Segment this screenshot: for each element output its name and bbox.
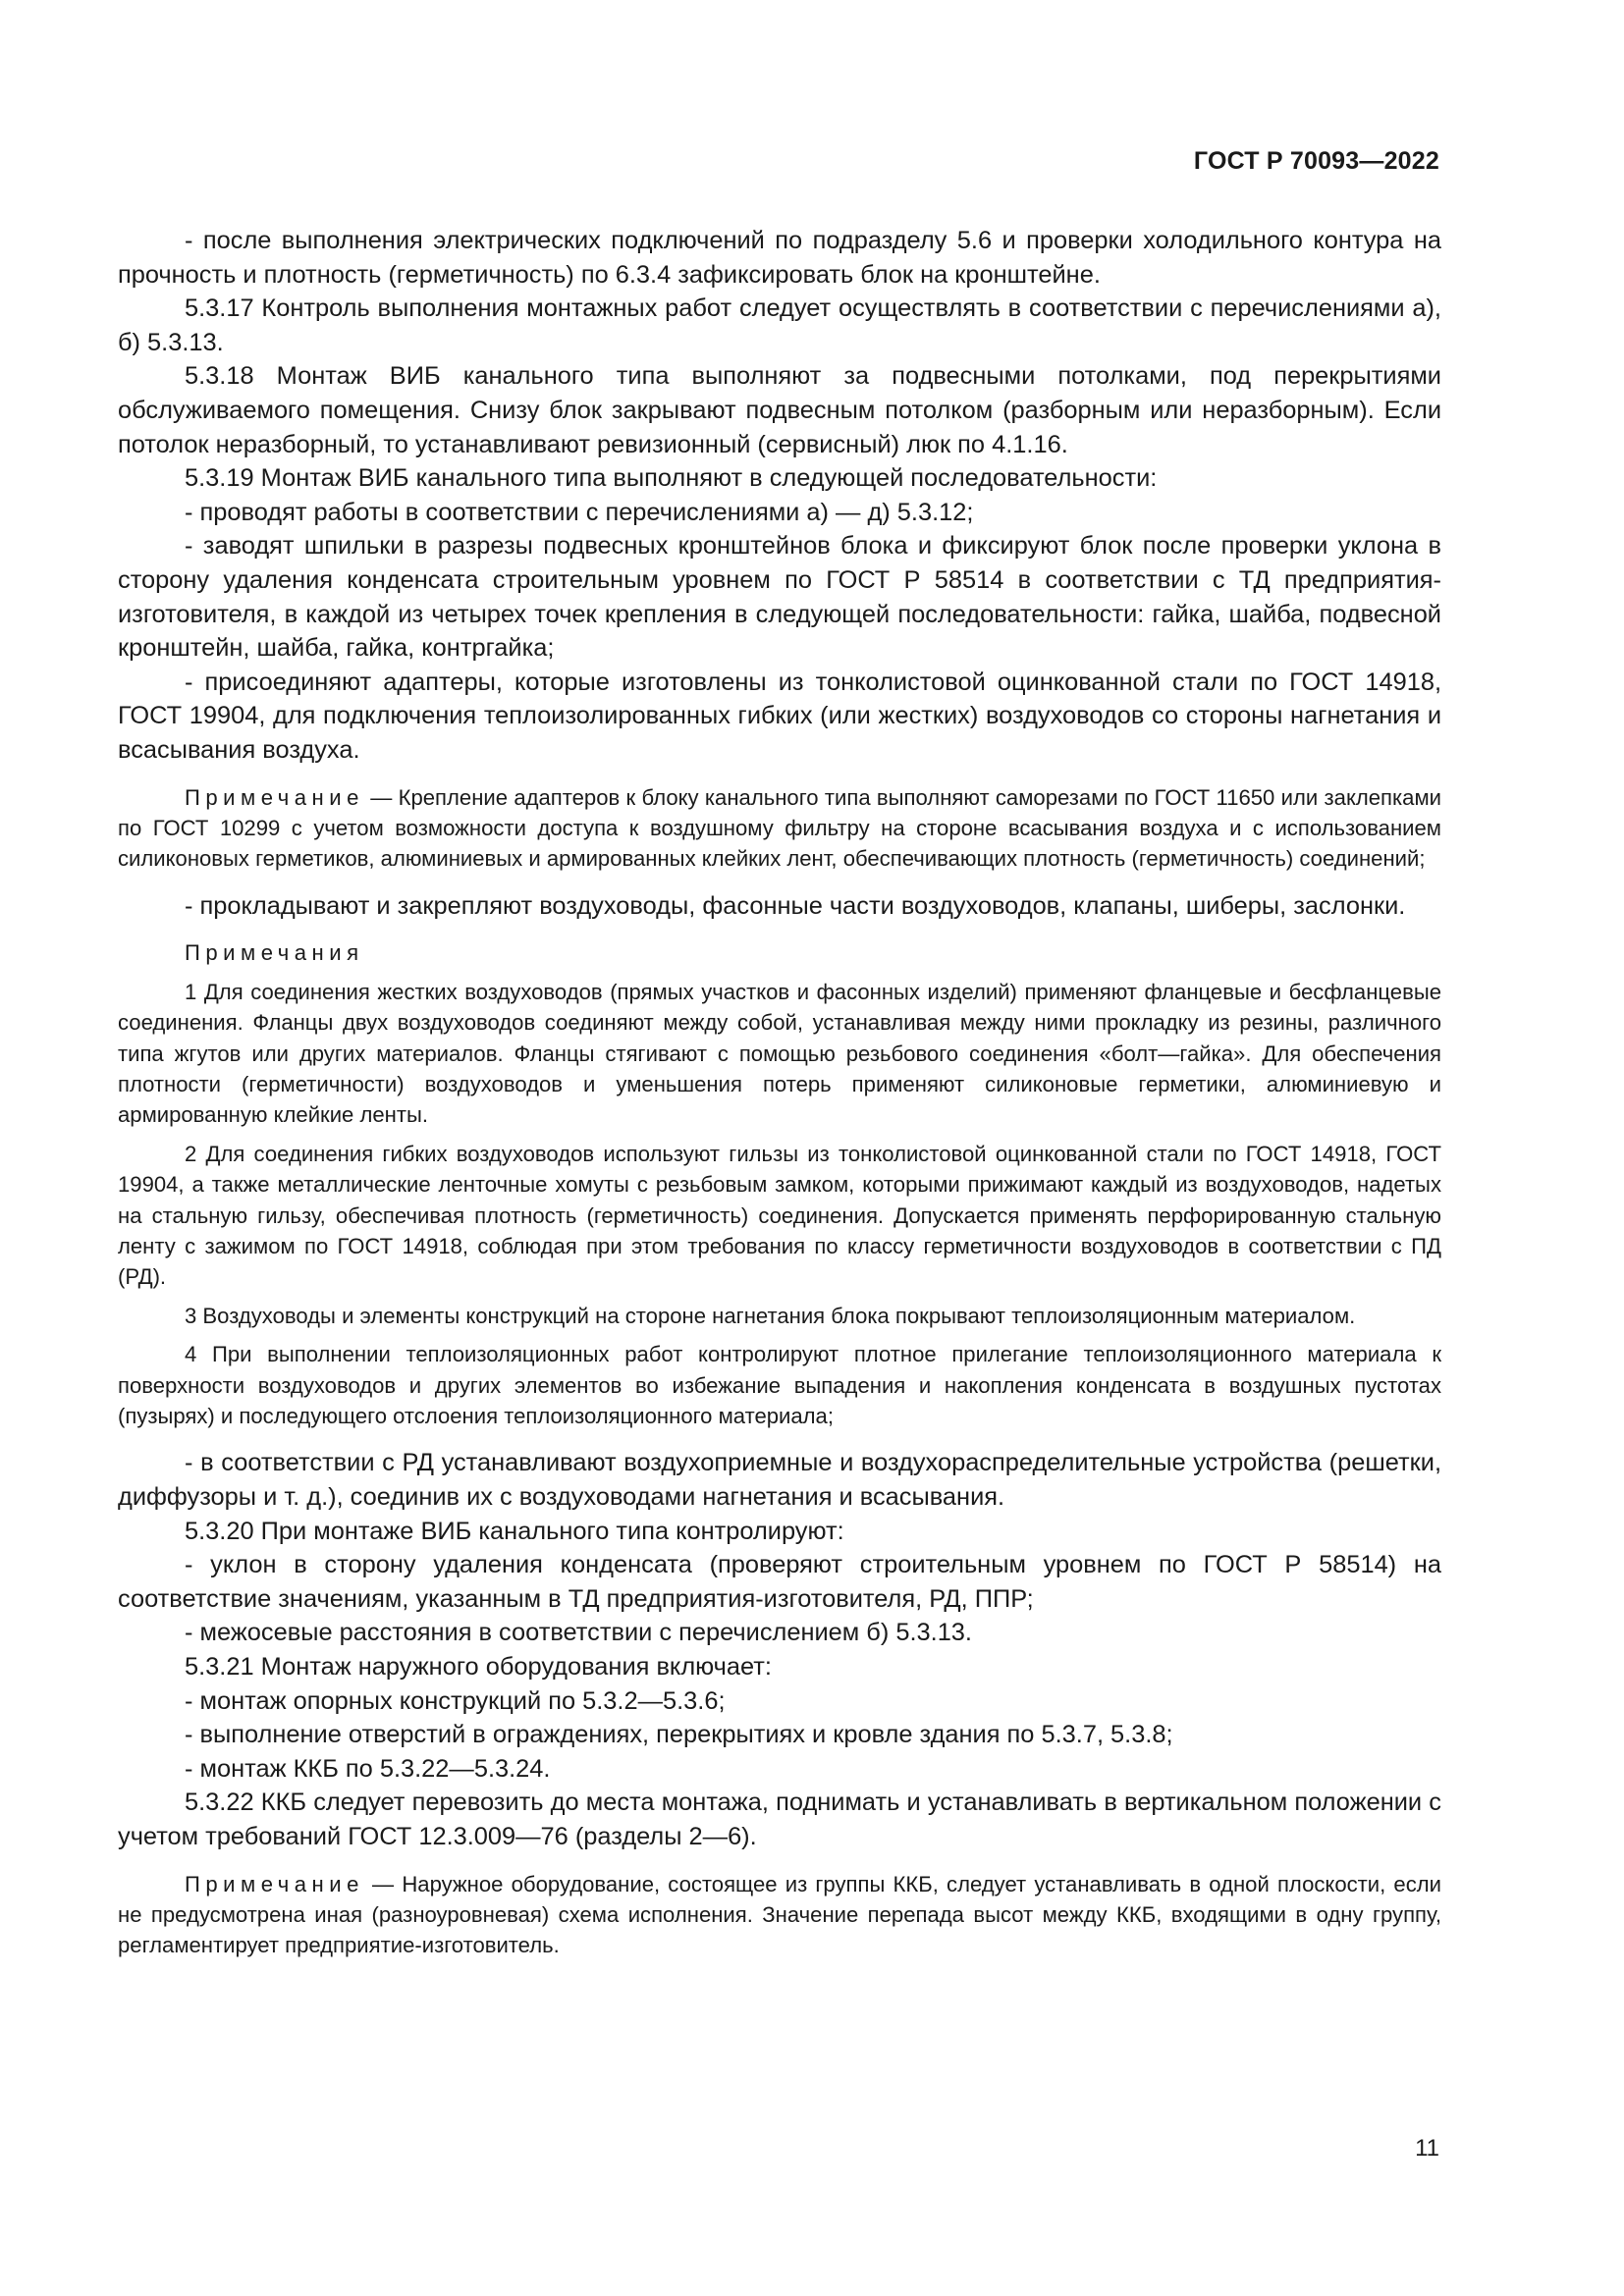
paragraph: 5.3.20 При монтаже ВИБ канального типа контролируют: <box>185 1517 844 1545</box>
page-number: 11 <box>1415 2135 1439 2162</box>
list-item: - монтаж ККБ по 5.3.22—5.3.24. <box>185 1754 551 1783</box>
paragraph: 5.3.21 Монтаж наружного оборудования включает: <box>185 1652 772 1681</box>
note-item: 3 Воздуховоды и элементы конструкций на стороне нагнетания блока покрывают теплоизоляционным материалом. <box>185 1303 1356 1328</box>
note-item: 2 Для соединения гибких воздуховодов используют гильзы из тонколистовой оцинкованной стали по ГОСТ 14918, ГОСТ 19904, а также металлические ленточные хомуты с резьбовым замком, которыми прижимают каждый из воздуховодов, надетых на стальную гильзу, обеспечивая плотность (герметичность) соединения. Допускается применять перфорированную стальную ленту с зажимом по ГОСТ 14918, соблюдая при этом требования по классу герметичности воздуховодов в соответствии с ПД (РД). <box>118 1141 1441 1290</box>
note-text: — Крепление адаптеров к блоку канального типа выполняют саморезами по ГОСТ 11650 или заклепками по ГОСТ 10299 с учетом возможности доступа к воздушному фильтру на стороне всасывания воздуха и с использованием силиконовых герметиков, алюминиевых и армированных клейких лент, обеспечивающих плотность (герметичность) соединений; <box>118 784 1441 872</box>
note-outdoor-units <box>118 1869 1441 1961</box>
page-body <box>118 224 1441 1976</box>
note-item: 1 Для соединения жестких воздуховодов (прямых участков и фасонных изделий) применяют фланцевые и бесфланцевые соединения. Фланцы двух воздуховодов соединяют между собой, устанавливая между ними прокладку из резины, различного типа жгутов или других материалов. Фланцы стягивают с помощью резьбового соединения «болт—гайка». Для обеспечения плотности (герметичности) воздуховодов и уменьшения потерь применяют силиконовые герметики, алюминиевую и армированную клейкие ленты. <box>118 979 1441 1128</box>
list-item: - в соответствии с РД устанавливают воздухоприемные и воздухораспределительные устройства (решетки, диффузоры и т. д.), соединив их с воздуховодами нагнетания и всасывания. <box>118 1449 1441 1511</box>
notes-ducts <box>118 937 1441 1431</box>
list-item: - уклон в сторону удаления конденсата (проверяют строительным уровнем по ГОСТ Р 58514) на соответствие значениям, указанным в ТД предприятия-изготовителя, РД, ППР; <box>118 1551 1441 1613</box>
list-item: - присоединяют адаптеры, которые изготовлены из тонколистовой оцинкованной стали по ГОСТ 14918, ГОСТ 19904, для подключения теплоизолированных гибких (или жестких) воздуховодов со стороны нагнетания и всасывания воздуха. <box>118 667 1441 764</box>
paragraph: - после выполнения электрических подключений по подразделу 5.6 и проверки холодильного контура на прочность и плотность (герметичность) по 6.3.4 зафиксировать блок на кронштейне. <box>118 227 1441 289</box>
paragraph: 5.3.22 ККБ следует перевозить до места монтажа, поднимать и устанавливать в вертикальном положении с учетом требований ГОСТ 12.3.009—76 (разделы 2—6). <box>118 1789 1441 1850</box>
note-adapters <box>118 782 1441 875</box>
note-label: Примечание <box>185 1871 364 1896</box>
document-code: ГОСТ Р 70093—2022 <box>1193 147 1439 175</box>
list-item: - прокладывают и закрепляют воздуховоды, фасонные части воздуховодов, клапаны, шиберы, заслонки. <box>185 891 1406 920</box>
list-item: - выполнение отверстий в ограждениях, перекрытиях и кровле здания по 5.3.7, 5.3.8; <box>185 1721 1173 1749</box>
list-item: - заводят шпильки в разрезы подвесных кронштейнов блока и фиксируют блок после проверки уклона в сторону удаления конденсата строительным уровнем по ГОСТ Р 58514 в соответствии с ТД предприятия-изготовителя, в каждой из четырех точек крепления в следующей последовательности: гайка, шайба, подвесной кронштейн, шайба, гайка, контргайка; <box>118 532 1441 663</box>
note-text: — Наружное оборудование, состоящее из группы ККБ, следует устанавливать в одной плоскости, если не предусмотрена иная (разноуровневая) схема исполнения. Значение перепада высот между ККБ, входящими в одну группу, регламентирует предприятие-изготовитель. <box>118 1871 1441 1958</box>
paragraph: 5.3.17 Контроль выполнения монтажных работ следует осуществлять в соответствии с перечислениями а), б) 5.3.13. <box>118 294 1441 356</box>
note-label: Примечание <box>185 784 364 810</box>
notes-title <box>118 937 1441 968</box>
list-item: - проводят работы в соответствии с перечислениями а) — д) 5.3.12; <box>185 498 974 526</box>
note-paragraph <box>118 782 1441 875</box>
note-item: 4 При выполнении теплоизоляционных работ контролируют плотное прилегание теплоизоляционного материала к поверхности воздуховодов и других элементов во избежание выпадения и накопления конденсата в воздушных пустотах (пузырях) и последующего отслоения теплоизоляционного материала; <box>118 1342 1441 1428</box>
list-item: - монтаж опорных конструкций по 5.3.2—5.3.6; <box>185 1686 726 1715</box>
list-item: - межосевые расстояния в соответствии с перечислением б) 5.3.13. <box>185 1619 972 1647</box>
note-paragraph <box>118 1869 1441 1961</box>
paragraph: 5.3.19 Монтаж ВИБ канального типа выполняют в следующей последовательности: <box>185 464 1158 493</box>
paragraph: 5.3.18 Монтаж ВИБ канального типа выполняют за подвесными потолками, под перекрытиями обслуживаемого помещения. Снизу блок закрывают подвесным потолком (разборным или неразборным). Если потолок неразборный, то устанавливают ревизионный (сервисный) люк по 4.1.16. <box>118 362 1441 458</box>
notes-title-text: Примечания <box>185 940 364 966</box>
